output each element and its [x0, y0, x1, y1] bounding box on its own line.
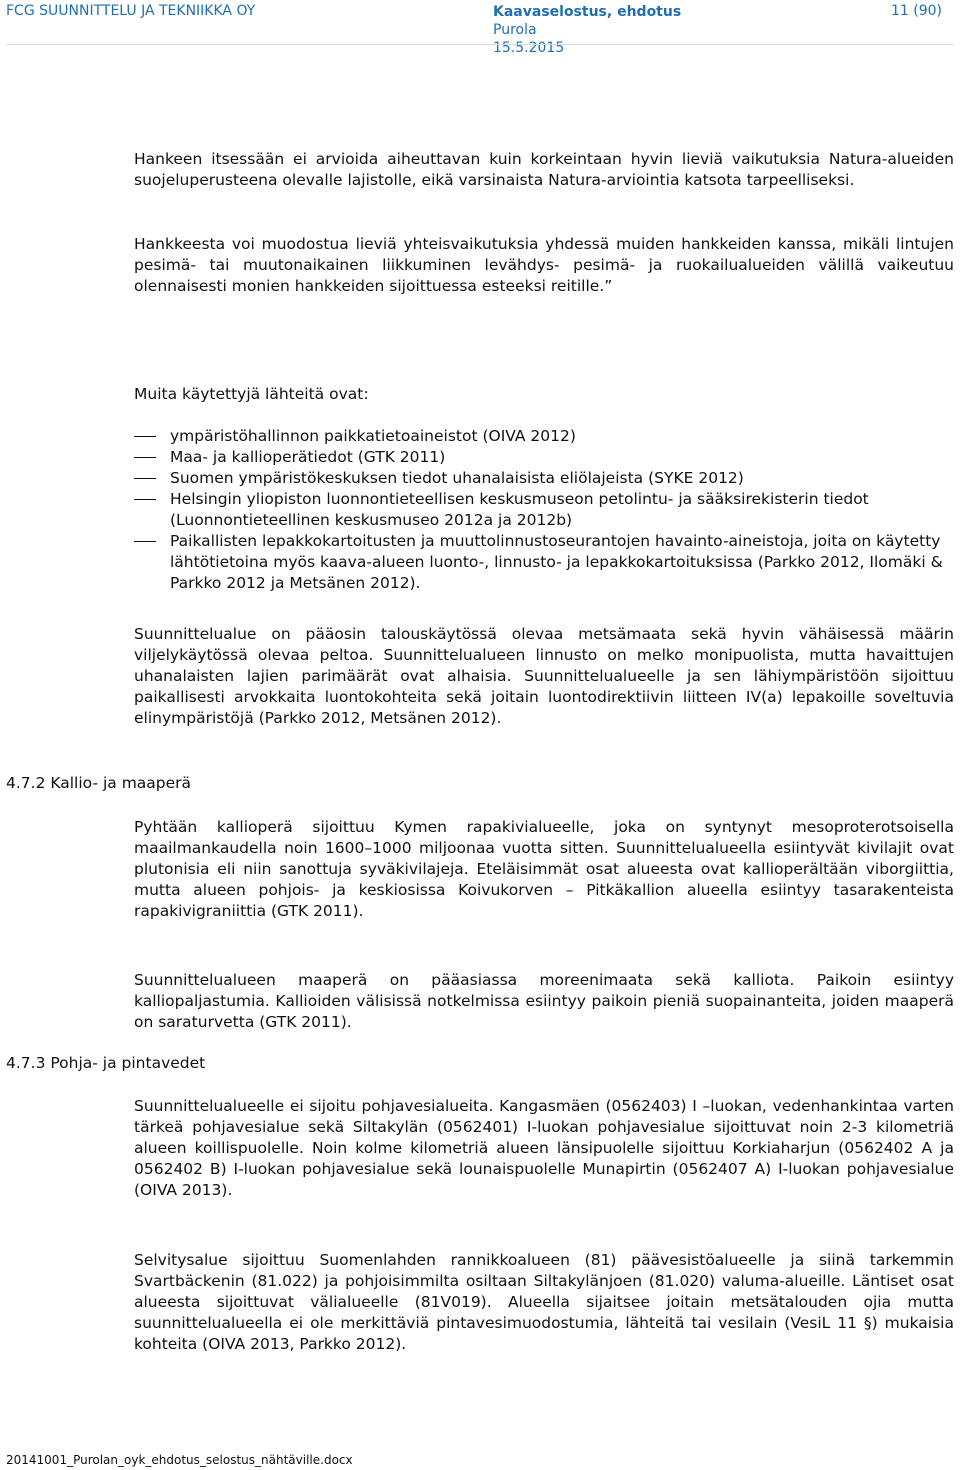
footer-filename: 20141001_Purolan_oyk_ehdotus_selostus_nähtäville.docx — [6, 1453, 353, 1467]
header-page-number: 11 (90) — [890, 3, 942, 19]
paragraph-area-description: Suunnittelualue on pääosin talouskäytössä olevaa metsämaata sekä hyvin vähäisessä määrin viljelykäytössä olevaa peltoa. Suunnittelualueen linnusto on melko monipuolista, mutta havaittujen uhanalaisten lajien parimäärät ovat alhaisia. Suunnittelualueelle ja sen lähiympäristöön sijoittuu paikallisesti arvokkaita luontokohteita sekä joitain luontodirektiivin liitteen IV(a) lepakoille soveltuvia elinympäristöjä (Parkko 2012, Metsänen 2012). — [134, 625, 954, 727]
header-date: 15.5.2015 — [493, 40, 565, 56]
list-item: Paikallisten lepakkokartoitusten ja muuttolinnustoseurantojen havainto-aineistoja, joita on käytetty lähtötietoina myös kaava-alueen luonto-, linnusto- ja lepakkokartoituksissa (Parkko 2012, Ilomäki & Parkko 2012 ja Metsänen 2012). — [134, 531, 954, 594]
header-doc-info — [493, 3, 681, 57]
paragraph-surface-water: Selvitysalue sijoittuu Suomenlahden rannikkoalueen (81) päävesistöalueelle ja siinä tarkemmin Svartbäckenin (81.022) ja pohjoisimmilta osiltaan Siltakylänjoen (81.020) valuma-alueille. Läntiset osat alueesta sijoittuvat välialueelle (81V019). Alueella sijaitsee joitain metsätalouden ojia mutta suunnittelualueella ei ole merkittäviä pintavesimuodostumia, lähteitä tai vesilain (VesiL 11 §) mukaisia kohteita (OIVA 2013, Parkko 2012). — [134, 1251, 954, 1353]
header-doc-type: Kaavaselostus, ehdotus — [493, 4, 682, 20]
header-company: FCG SUUNNITTELU JA TEKNIIKKA OY — [6, 3, 256, 19]
dash-bullet — [134, 478, 156, 479]
dash-bullet — [134, 457, 156, 458]
paragraph-natura-impact: Hankeen itsessään ei arvioida aiheuttavan kuin korkeintaan hyvin lieviä vaikutuksia Natura-alueiden suojeluperusteena olevalle lajistolle, eikä varsinaista Natura-arviointia katsota tarpeelliseksi. — [134, 150, 954, 189]
list-item: ympäristöhallinnon paikkatietoaineistot (OIVA 2012) — [134, 426, 954, 447]
list-item: Suomen ympäristökeskuksen tiedot uhanalaisista eliölajeista (SYKE 2012) — [134, 468, 954, 489]
paragraph-sources-intro: Muita käytettyjä lähteitä ovat: — [134, 385, 369, 403]
header-place: Purola — [493, 22, 537, 38]
sources-list — [134, 426, 954, 594]
section-heading-waters: 4.7.3 Pohja- ja pintavedet — [6, 1054, 206, 1072]
paragraph-groundwater: Suunnittelualueelle ei sijoitu pohjavesialueita. Kangasmäen (0562403) I –luokan, vedenhankintaa varten tärkeä pohjavesialue sekä Siltakylän (0562401) I-luokan pohjavesialue sijoittuvat noin 2-3 kilometriä alueen koillispuolelle. Noin kolme kilometriä alueen länsipuolelle sijoittuu Korkiaharjun (0562402 A ja 0562402 B) I-luokan pohjavesialue sekä lounaispuolelle Munapirtin (0562407 A) I-luokan pohjavesialue (OIVA 2013). — [134, 1097, 954, 1199]
section-heading-bedrock: 4.7.2 Kallio- ja maaperä — [6, 774, 192, 792]
page-header — [0, 0, 960, 56]
paragraph-soil: Suunnittelualueen maaperä on pääasiassa moreenimaata sekä kalliota. Paikoin esiintyy kalliopaljastumia. Kallioiden välisissä notkelmissa esiintyy paikoin pieniä suopainanteita, joiden maaperä on saraturvetta (GTK 2011). — [134, 971, 954, 1031]
paragraph-bedrock: Pyhtään kallioperä sijoittuu Kymen rapakivialueelle, joka on syntynyt mesoproterotsoisella maailmankaudella noin 1600–1000 miljoonaa vuotta sitten. Suunnittelualueella esiintyvät kivilajit ovat plutonisia eli niin sanottuja syväkivilajeja. Eteläisimmät osat alueesta ovat kallioperältään viborgiittia, mutta alueen pohjois- ja keskiosissa Koivukorven – Pitkäkallion alueella esiintyy tasarakenteista rapakivigraniittia (GTK 2011). — [134, 818, 954, 920]
dash-bullet — [134, 541, 156, 542]
dash-bullet — [134, 436, 156, 437]
paragraph-cumulative-impact: Hankkeesta voi muodostua lieviä yhteisvaikutuksia yhdessä muiden hankkeiden kanssa, mikäli lintujen pesimä- tai muutonaikainen liikkuminen levähdys- pesimä- ja ruokailualueiden välillä vaikeutuu olennaisesti monien hankkeiden sijoittuessa esteeksi reitille.” — [134, 235, 954, 295]
list-item: Helsingin yliopiston luonnontieteellisen keskusmuseon petolintu- ja sääksirekisterin tiedot (Luonnontieteellinen keskusmuseo 2012a ja 2012b) — [134, 489, 954, 531]
dash-bullet — [134, 499, 156, 500]
header-divider — [6, 44, 954, 45]
list-item: Maa- ja kallioperätiedot (GTK 2011) — [134, 447, 954, 468]
